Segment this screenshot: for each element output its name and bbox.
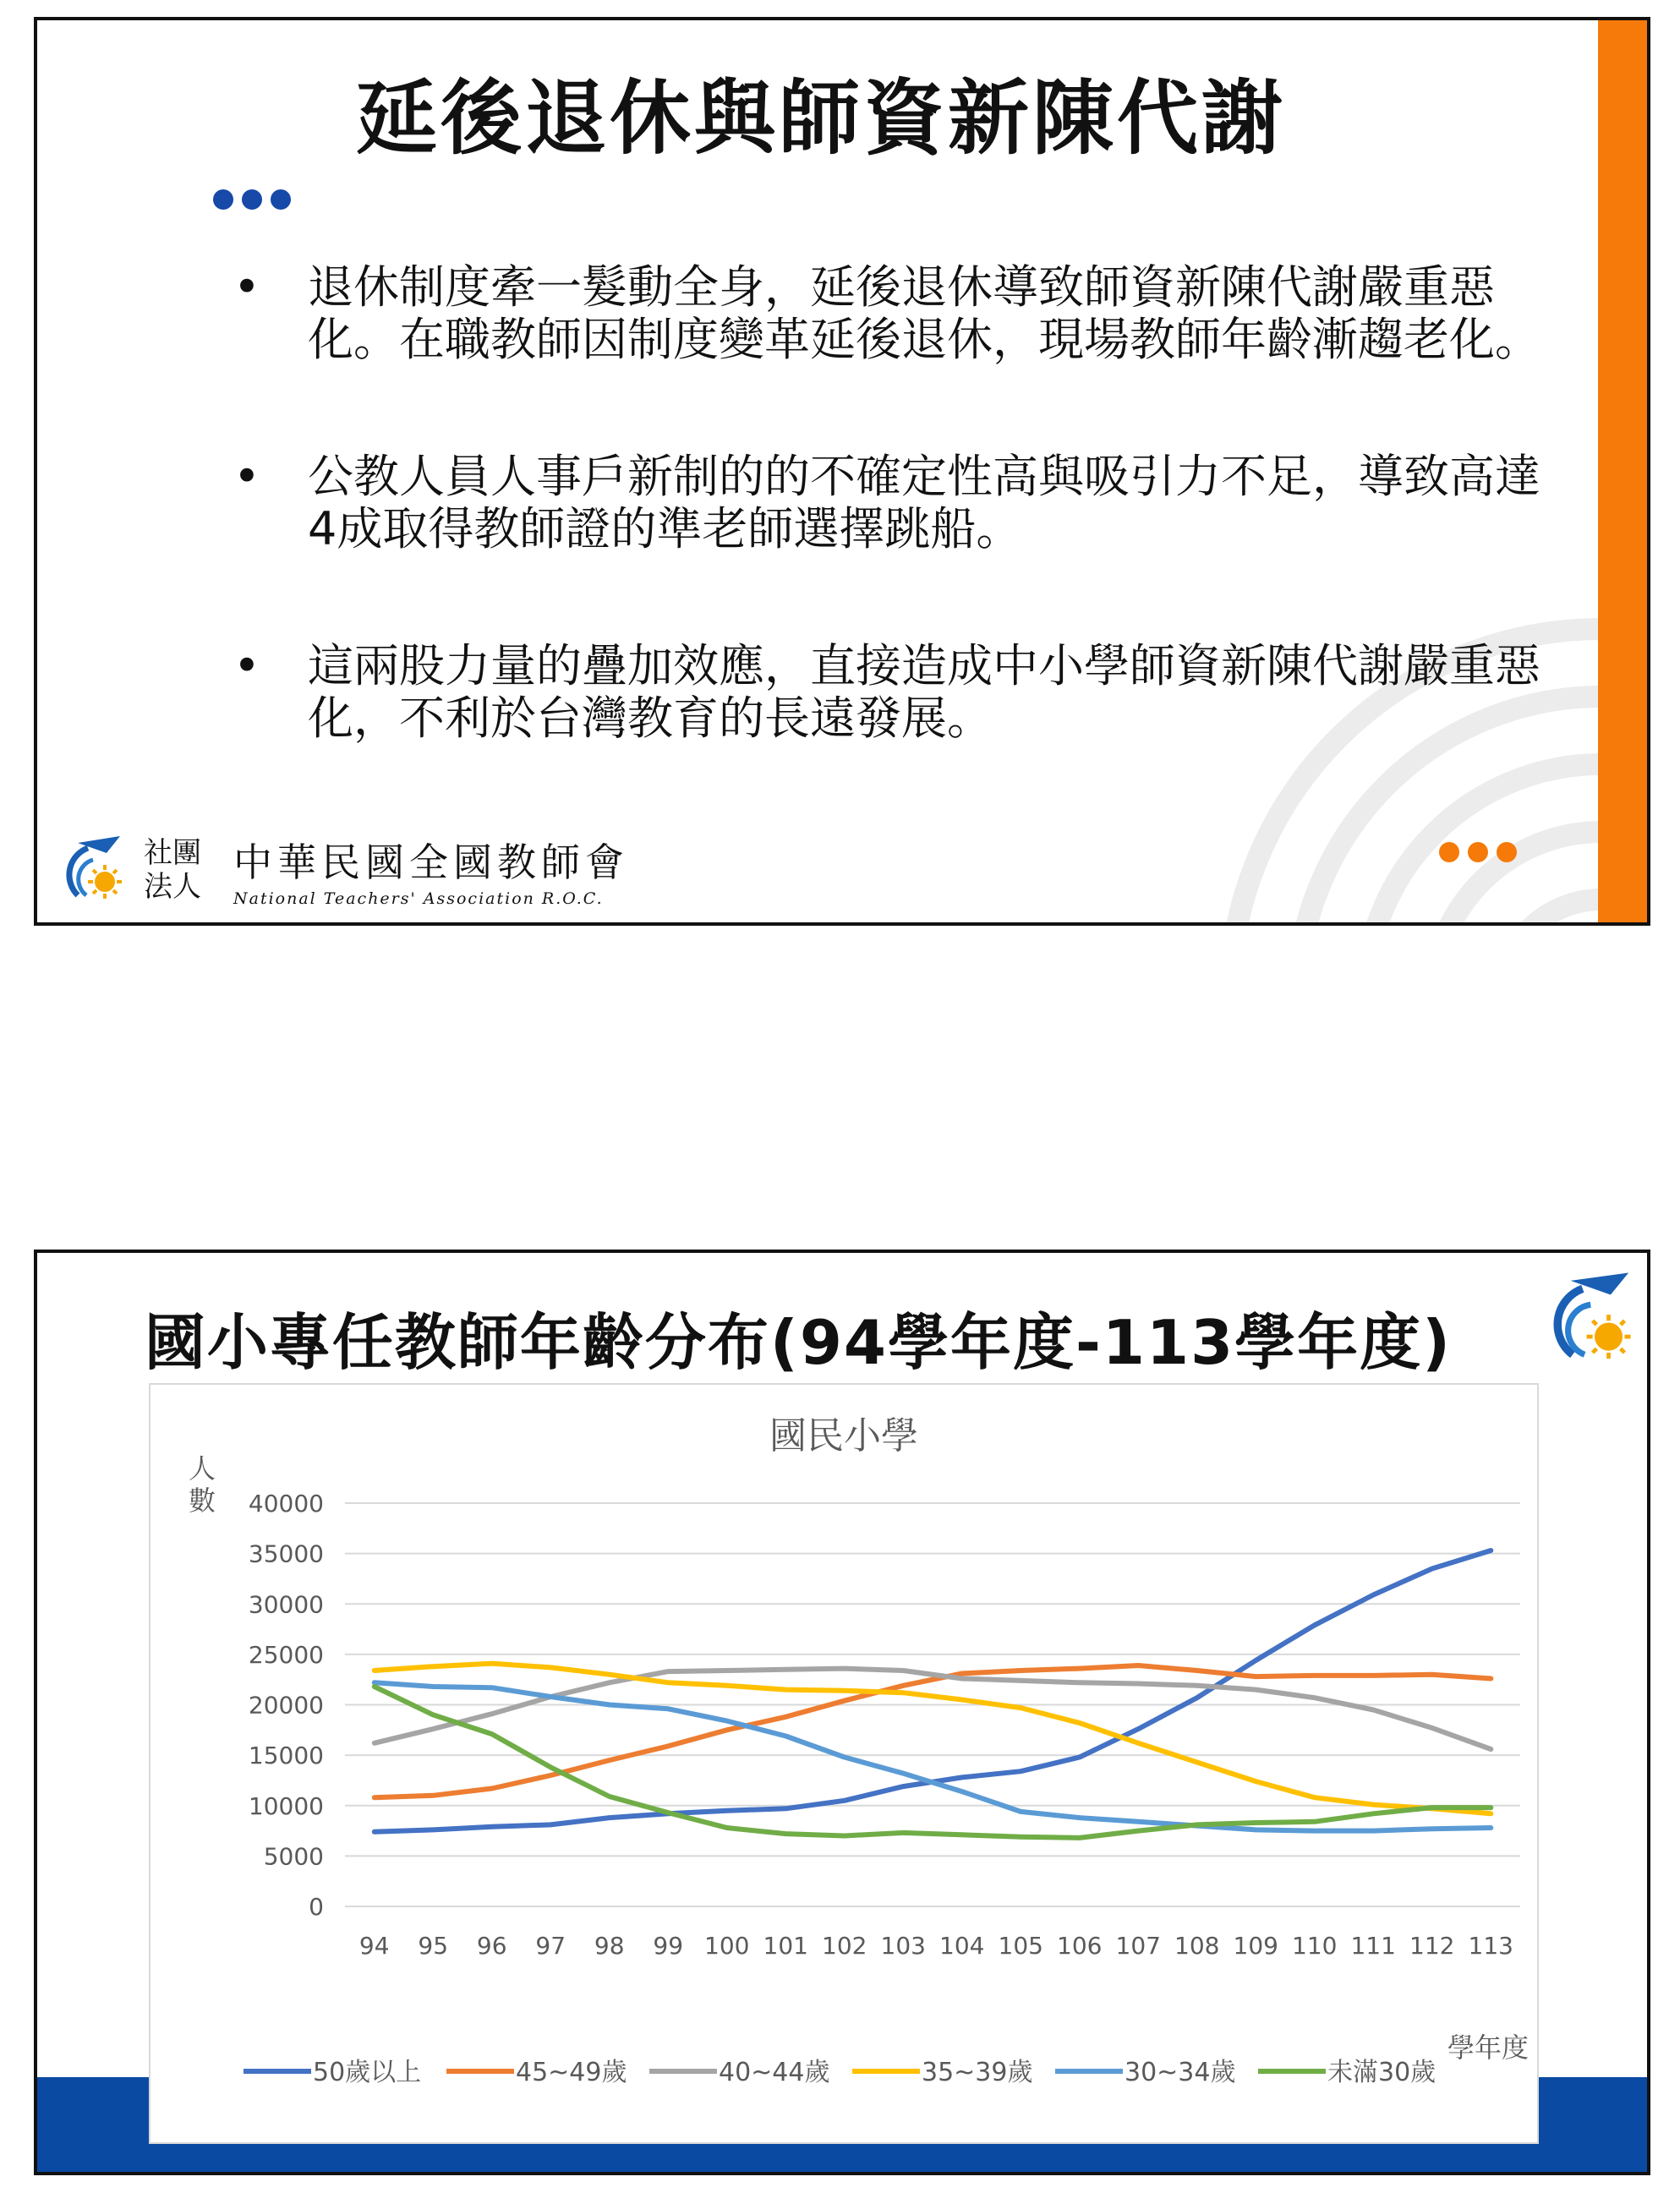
- x-tick-label: 109: [1233, 1932, 1278, 1960]
- logo-emblem-icon: [1544, 1265, 1645, 1375]
- x-tick-label: 99: [653, 1932, 684, 1960]
- x-tick-label: 106: [1057, 1932, 1103, 1960]
- x-tick-label: 95: [418, 1932, 449, 1960]
- x-tick-label: 110: [1292, 1932, 1338, 1960]
- bullet-item: • 退休制度牽一髮動全身，延後退休導致師資新陳代謝嚴重惡化。在職教師因制度變革延後退休，現場教師年齡漸趨老化。: [215, 261, 1568, 366]
- decorative-dots-bottom: [1439, 842, 1517, 862]
- series-line: [375, 1664, 1491, 1814]
- x-tick-label: 112: [1409, 1932, 1455, 1960]
- y-tick-label: 40000: [248, 1490, 324, 1518]
- x-tick-label: 113: [1468, 1932, 1513, 1960]
- logo-subtitle: 社團法人: [144, 836, 201, 904]
- y-tick-label: 30000: [248, 1590, 324, 1619]
- series-line: [375, 1550, 1491, 1832]
- y-tick-label: 10000: [248, 1791, 324, 1820]
- legend-label: 30~34歲: [1125, 2058, 1236, 2087]
- x-tick-label: 94: [358, 1932, 390, 1960]
- x-tick-label: 100: [704, 1932, 750, 1960]
- x-tick-label: 104: [939, 1932, 985, 1960]
- y-tick-label: 35000: [248, 1539, 324, 1568]
- x-tick-label: 101: [763, 1932, 808, 1960]
- bullet-list: [215, 261, 1568, 829]
- legend-label: 45~49歲: [516, 2058, 627, 2087]
- logo-emblem-icon: [52, 828, 137, 912]
- x-tick-label: 96: [476, 1932, 507, 1960]
- bullet-item: • 公教人員人事戶新制的的不確定性高與吸引力不足，導致高達4成取得教師證的準老師選擇跳船。: [215, 451, 1568, 555]
- legend-label: 40~44歲: [719, 2058, 830, 2087]
- orange-side-bar: [1598, 20, 1647, 922]
- x-tick-label: 105: [998, 1932, 1043, 1960]
- association-logo: [52, 828, 629, 912]
- slide-2: [34, 1250, 1650, 2175]
- series-line: [375, 1687, 1491, 1838]
- x-tick-label: 107: [1115, 1932, 1161, 1960]
- line-chart: [150, 1385, 1537, 2142]
- logo-name: 中華民國全國教師會: [233, 839, 629, 885]
- y-tick-label: 0: [309, 1893, 324, 1921]
- slide-1: [34, 17, 1650, 926]
- legend-label: 50歲以上: [313, 2058, 422, 2087]
- x-tick-label: 98: [594, 1932, 625, 1960]
- slide-2-title: 國小專任教師年齡分布(94學年度-113學年度): [144, 1307, 1453, 1378]
- decorative-dots-top: [213, 189, 291, 210]
- y-tick-label: 20000: [248, 1691, 324, 1720]
- legend-label: 未滿30歲: [1327, 2058, 1436, 2087]
- y-tick-label: 5000: [263, 1842, 324, 1871]
- x-tick-label: 103: [880, 1932, 926, 1960]
- chart-title: 國民小學: [769, 1414, 918, 1457]
- logo-english-name: National Teachers' Association R.O.C.: [233, 889, 604, 908]
- legend-label: 35~39歲: [922, 2058, 1033, 2087]
- x-axis-label: 學年度: [1447, 2032, 1530, 2064]
- chart-card: [149, 1383, 1539, 2144]
- x-tick-label: 102: [822, 1932, 867, 1960]
- y-tick-label: 25000: [248, 1640, 324, 1669]
- x-tick-label: 97: [535, 1932, 566, 1960]
- slide-1-title: 延後退休與師資新陳代謝: [356, 71, 1286, 166]
- x-tick-label: 108: [1174, 1932, 1220, 1960]
- y-tick-label: 15000: [248, 1742, 324, 1770]
- y-axis-label: 人數: [189, 1452, 216, 1517]
- series-line: [375, 1665, 1491, 1797]
- bullet-item: • 這兩股力量的疊加效應，直接造成中小學師資新陳代謝嚴重惡化，不利於台灣教育的長遠發展。: [215, 640, 1568, 745]
- x-tick-label: 111: [1350, 1932, 1396, 1960]
